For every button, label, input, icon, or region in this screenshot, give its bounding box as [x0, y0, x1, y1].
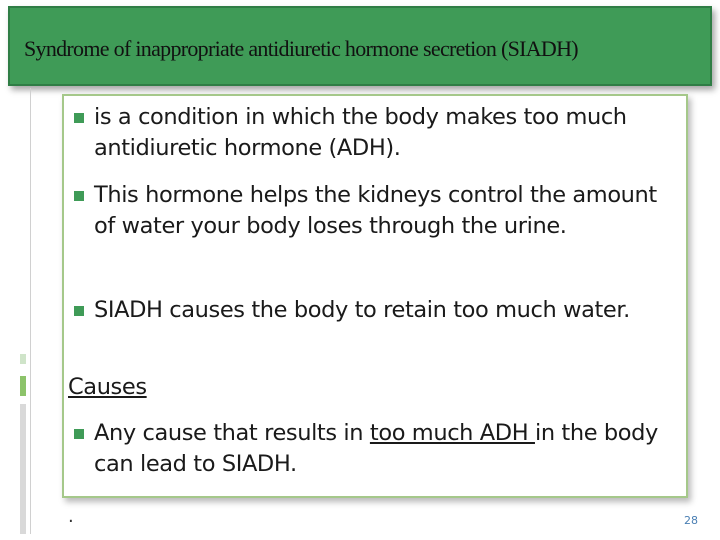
square-bullet-icon [74, 306, 84, 316]
causes-text-before: Any cause that results in [94, 420, 370, 446]
bullet-item [74, 295, 668, 326]
square-bullet-icon [74, 429, 84, 439]
bullet-item [74, 102, 668, 164]
causes-text-after: in the body can lead to SIADH. [94, 420, 658, 477]
bullet-text: is a condition in which the body makes too much antidiuretic hormone (ADH). [94, 104, 627, 161]
causes-heading: Causes [68, 374, 147, 400]
causes-bullet-text [94, 418, 668, 480]
square-bullet-icon [74, 191, 84, 201]
content-box [62, 94, 688, 498]
left-frame-line [30, 88, 31, 534]
causes-text-underlined: too much ADH [369, 420, 535, 446]
bullet-text: This hormone helps the kidneys control the amount of water your body loses through the urine. [94, 182, 657, 239]
accent-bar-gray [20, 404, 26, 534]
slide-title: Syndrome of inappropriate antidiuretic hormone secretion (SIADH) [24, 36, 578, 61]
bullet-text: SIADH causes the body to retain too much water. [94, 297, 630, 323]
accent-bar-light [20, 354, 26, 364]
title-bar [8, 6, 712, 86]
square-bullet-icon [74, 113, 84, 123]
page-number: 28 [684, 514, 698, 527]
causes-bullet-item [74, 418, 668, 480]
accent-bar-green [20, 376, 26, 396]
bullet-item [74, 180, 668, 242]
footnote-dot: . [68, 506, 74, 527]
